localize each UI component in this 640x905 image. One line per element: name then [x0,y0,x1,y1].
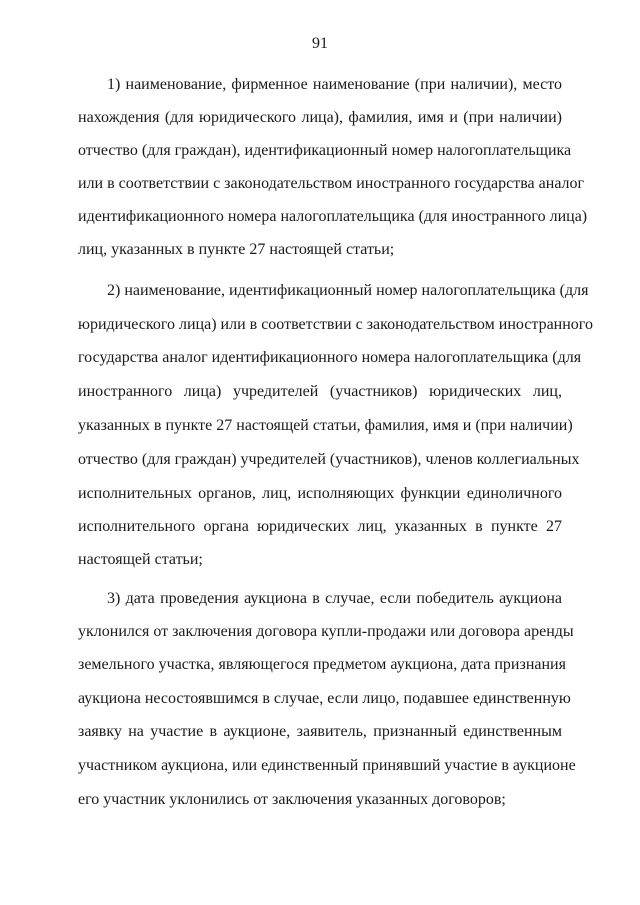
paragraph-2-line-9: настоящей статьи; [78,551,203,568]
paragraph-1-line-5: идентификационного номера налогоплательщика (для иностранного лица) [78,208,588,225]
paragraph-2-line-4: иностранного лица) учредителей (участников) юридических лиц, [78,383,562,400]
paragraph-2-line-2: юридического лица) или в соответствии с законодательством иностранного [78,316,593,333]
paragraph-3-line-5: заявку на участие в аукционе, заявитель, признанный единственным [78,723,562,740]
paragraph-3-line-1: 3) дата проведения аукциона в случае, если победитель аукциона [107,590,562,607]
paragraph-2-line-1: 2) наименование, идентификационный номер налогоплательщика (для [107,282,589,299]
paragraph-3-line-2: уклонился от заключения договора купли-продажи или договора аренды [78,623,574,640]
paragraph-2-line-5: указанных в пункте 27 настоящей статьи, фамилия, имя и (при наличии) [78,417,573,434]
paragraph-1-line-6: лиц, указанных в пункте 27 настоящей статьи; [78,241,395,258]
paragraph-3-line-3: земельного участка, являющегося предметом аукциона, дата признания [78,656,566,673]
paragraph-1-line-4: или в соответствии с законодательством иностранного государства аналог [78,175,585,192]
paragraph-2-line-6: отчество (для граждан) учредителей (участников), членов коллегиальных [78,451,580,468]
paragraph-3-line-6: участником аукциона, или единственный принявший участие в аукционе [78,757,576,774]
paragraph-2-line-7: исполнительных органов, лиц, исполняющих функции единоличного [78,485,562,502]
paragraph-1-line-2: нахождения (для юридического лица), фамилия, имя и (при наличии) [78,109,562,126]
page-number: 91 [312,35,328,52]
paragraph-1-line-3: отчество (для граждан), идентификационный номер налогоплательщика [78,142,572,159]
paragraph-3-line-7: его участник уклонились от заключения указанных договоров; [78,791,506,808]
paragraph-2-line-3: государства аналог идентификационного номера налогоплательщика (для [78,349,582,366]
paragraph-1-line-1: 1) наименование, фирменное наименование (при наличии), место [107,76,562,93]
paragraph-3-line-4: аукциона несостоявшимся в случае, если лицо, подавшее единственную [78,690,571,707]
paragraph-2-line-8: исполнительного органа юридических лиц, указанных в пункте 27 [78,518,562,535]
